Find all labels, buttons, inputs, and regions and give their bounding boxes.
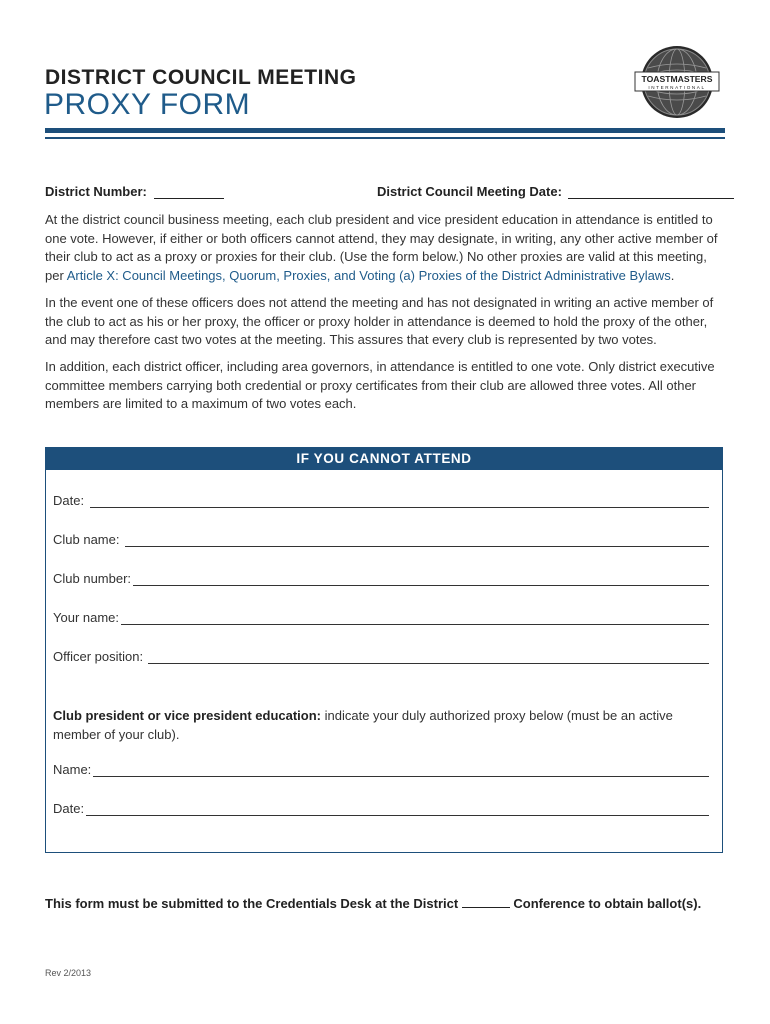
header-rule-thin bbox=[45, 137, 725, 139]
meeting-date-label: District Council Meeting Date: bbox=[377, 184, 562, 199]
submission-note bbox=[45, 895, 701, 911]
proxy-instruction-text: indicate your duly authorized proxy below (must be an active member of your club). bbox=[53, 708, 673, 742]
your-name-input-line[interactable] bbox=[121, 611, 709, 625]
submission-note-part2: Conference to obtain ballot(s). bbox=[509, 896, 702, 911]
club-number-label: Club number: bbox=[53, 571, 132, 586]
paragraph-district-officers: In addition, each district officer, including area governors, in attendance is entitled to one vote. Only district executive committee members carrying both credential or proxy certificates from their club are allowed three votes. All other members are limited to a maximum of two votes each. bbox=[45, 359, 715, 411]
club-name-input-line[interactable] bbox=[125, 533, 709, 547]
paragraph-1-end: . bbox=[670, 267, 675, 283]
paragraph-voting-rules bbox=[45, 211, 721, 285]
meeting-date-line[interactable] bbox=[568, 184, 734, 199]
paragraph-1-text: At the district council business meeting, each club president and vice president education in attendance is entitled to one vote. However, if either or both officers cannot attend, they may designate, in writing, any other active member of their club to act as a proxy or proxies for their club. (Use the form below.) No other proxies are valid at this meeting, per bbox=[45, 212, 718, 283]
page-title: DISTRICT COUNCIL MEETING bbox=[45, 66, 357, 89]
revision-label: Rev 2/2013 bbox=[45, 968, 92, 978]
submission-note-part1: This form must be submitted to the Credentials Desk at the District bbox=[45, 896, 462, 911]
district-number-line[interactable] bbox=[154, 184, 224, 199]
officer-position-label: Officer position: bbox=[53, 649, 144, 664]
club-number-field bbox=[53, 570, 709, 586]
date-label: Date: bbox=[53, 493, 85, 508]
bylaws-link[interactable]: Article X: Council Meetings, Quorum, Proxies, and Voting (a) Proxies of the District Administrative Bylaws bbox=[66, 267, 671, 283]
officer-position-field bbox=[53, 648, 709, 664]
header-rule-thick bbox=[45, 128, 725, 133]
meeting-date-field bbox=[377, 184, 734, 199]
logo-text-bottom: INTERNATIONAL bbox=[648, 85, 706, 90]
club-name-field bbox=[53, 531, 709, 547]
your-name-field bbox=[53, 609, 709, 625]
district-number-field bbox=[45, 184, 224, 199]
logo-text-top: TOASTMASTERS bbox=[641, 74, 713, 84]
proxy-date-input-line[interactable] bbox=[86, 802, 709, 816]
date-field bbox=[53, 492, 709, 508]
your-name-label: Your name: bbox=[53, 610, 120, 625]
proxy-form-box bbox=[45, 447, 723, 853]
club-name-label: Club name: bbox=[53, 532, 120, 547]
district-blank-line[interactable] bbox=[462, 895, 510, 908]
proxy-name-input-line[interactable] bbox=[93, 763, 709, 777]
date-input-line[interactable] bbox=[90, 494, 709, 508]
officer-position-input-line[interactable] bbox=[148, 650, 709, 664]
district-number-label: District Number: bbox=[45, 184, 147, 199]
toastmasters-logo bbox=[634, 44, 720, 120]
paragraph-proxy-holder: In the event one of these officers does not attend the meeting and has not designated in writing an active member of the club to act as his or her proxy, the officer or proxy holder in attendance is deemed to hold the proxy of the other, and may therefore cast two votes at the meeting. This assures that every club is represented by two votes. bbox=[45, 295, 714, 347]
proxy-date-field bbox=[53, 800, 709, 816]
proxy-instruction-bold: Club president or vice president education: bbox=[53, 708, 321, 723]
form-header: IF YOU CANNOT ATTEND bbox=[46, 448, 722, 470]
proxy-instruction bbox=[53, 707, 712, 744]
page-subtitle: PROXY FORM bbox=[44, 88, 251, 121]
proxy-date-label: Date: bbox=[53, 801, 85, 816]
proxy-name-label: Name: bbox=[53, 762, 92, 777]
proxy-name-field bbox=[53, 761, 709, 777]
club-number-input-line[interactable] bbox=[133, 572, 709, 586]
